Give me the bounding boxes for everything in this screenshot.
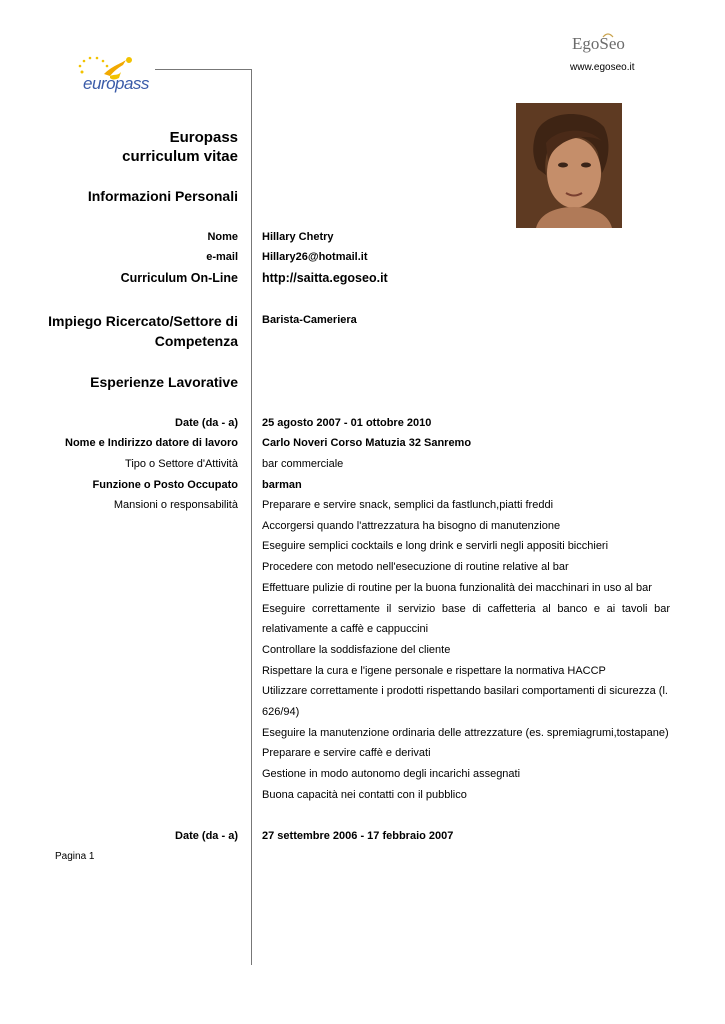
name-label: Nome: [207, 231, 238, 243]
date2-value: 27 settembre 2006 - 17 febbraio 2007: [262, 830, 454, 842]
duty-item: Preparare e servire snack, semplici da fastlunch,piatti freddi: [262, 499, 554, 511]
sector-label: Tipo o Settore d'Attività: [125, 458, 238, 470]
section-heading-experience: Esperienze Lavorative: [90, 374, 238, 390]
duty-item: Preparare e servire caffè e derivati: [262, 747, 431, 760]
duty-item: Rispettare la cura e l'igene personale e rispettare la normativa HACCP: [262, 664, 606, 677]
header-rule: [155, 69, 252, 70]
sector-value: bar commerciale: [262, 458, 344, 470]
position-label: Funzione o Posto Occupato: [92, 479, 238, 491]
duty-item: Procedere con metodo nell'esecuzione di routine relative al bar: [262, 561, 569, 574]
job-sought-label-line1: Impiego Ricercato/Settore di: [48, 313, 238, 329]
duty-item: Eseguire la manutenzione ordinaria delle attrezzature (es. spremiagrumi,tostapane): [262, 726, 669, 739]
duties-list: [262, 495, 670, 806]
job-sought-value: Barista-Cameriera: [262, 314, 357, 326]
section-heading-personal: Informazioni Personali: [87, 188, 238, 204]
column-divider: [251, 70, 252, 965]
duty-item: Eseguire correttamente il servizio base di caffetteria al banco e ai tavoli bar: [262, 602, 670, 615]
email-value[interactable]: Hillary26@hotmail.it: [262, 251, 368, 263]
cv-title-line1: Europass: [169, 129, 238, 146]
cv-title-line2: curriculum vitae: [122, 148, 238, 165]
position-value: barman: [262, 479, 302, 491]
duty-item: Gestione in modo autonomo degli incarichi assegnati: [262, 768, 521, 781]
profile-photo: [516, 103, 622, 228]
page-number: Pagina 1: [55, 851, 95, 862]
europass-logo-text: europass: [83, 74, 149, 93]
egoseo-logo-text: EgoSeo: [572, 34, 625, 53]
duty-item: Accorgersi quando l'attrezzatura ha bisogno di manutenzione: [262, 519, 561, 532]
date2-label: Date (da - a): [175, 830, 238, 842]
job-sought-label-line2: Competenza: [154, 333, 238, 349]
duty-item: Effettuare pulizie di routine per la buona funzionalità dei macchinari in uso al bar: [262, 581, 652, 594]
duty-item: Eseguire semplici cocktails e long drink e servirli negli appositi bicchieri: [262, 540, 609, 553]
date-value: 25 agosto 2007 - 01 ottobre 2010: [262, 417, 432, 429]
duty-item: Buona capacità nei contatti con il pubblico: [262, 788, 467, 801]
email-label: e-mail: [206, 251, 238, 263]
website-url[interactable]: www.egoseo.it: [570, 62, 635, 73]
name-value: Hillary Chetry: [262, 231, 334, 243]
cv-online-link[interactable]: http://saitta.egoseo.it: [262, 271, 388, 285]
duties-label: Mansioni o responsabilità: [113, 499, 238, 511]
duty-item: 626/94): [262, 706, 300, 719]
duty-item: Utilizzare correttamente i prodotti rispettando basilari comportamenti di sicurezza (l.: [262, 685, 668, 698]
egoseo-logo: [572, 34, 637, 58]
duty-item: relativamente a caffè e cappuccini: [262, 623, 429, 636]
cv-online-label: Curriculum On-Line: [120, 271, 238, 285]
employer-value: Carlo Noveri Corso Matuzia 32 Sanremo: [262, 437, 472, 449]
duty-item: Controllare la soddisfazione del cliente: [262, 643, 451, 656]
employer-label: Nome e Indirizzo datore di lavoro: [65, 437, 238, 449]
date-label: Date (da - a): [175, 417, 238, 429]
europass-logo: [74, 52, 154, 98]
